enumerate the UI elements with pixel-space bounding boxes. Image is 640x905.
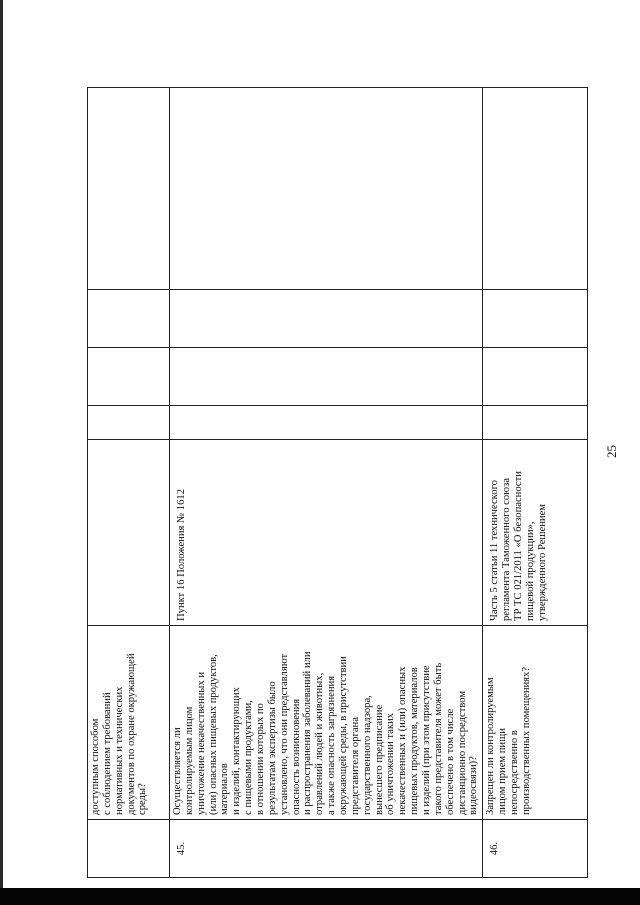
empty-cell [170,348,483,406]
empty-cell [88,406,170,440]
question-cell: Осуществляется ли контролируемым лицом уничтожение некачественных и (или) опасных пищевых продуктов, материалов и изделий, контактирующих с пищевыми продуктами, в отношении которых по результатам экспертизы было установлено, что они представляют опасность возникновения и распространения заболеваний или отравлений людей и животных, а также опасность загрязнения окружающей среды, в присутствии представителя органа государственного надзора, вынесшего предписание об уничтожении таких некачественных и (или) опасных пищевых продуктов, материалов и изделий (при этом присутствие такого представителя может быть обеспечено в том числе дистанционно посредством видеосвязи)? [170,626,483,820]
empty-cell [88,290,170,348]
table-row [483,88,588,878]
empty-cell [88,88,170,290]
empty-cell [170,406,483,440]
scan-edge-bottom [0,888,640,905]
row-number-cell [88,820,170,878]
question-cell: доступным способом с соблюдением требований нормативных и технических документов по охране окружающей среды? [88,626,170,820]
empty-cell [483,406,588,440]
empty-cell [170,290,483,348]
table-row [88,88,170,878]
table-row [170,88,483,878]
row-number-cell: 45. [170,820,483,878]
scan-edge-left [0,0,3,905]
reference-cell [88,440,170,626]
empty-cell [170,88,483,290]
empty-cell [483,88,588,290]
empty-cell [88,348,170,406]
empty-cell [483,290,588,348]
rotated-table-container [87,88,548,878]
question-cell: Запрещен ли контролируемым лицом прием пищи непосредственно в производственных помещениях? [483,626,588,820]
empty-cell [483,348,588,406]
reference-cell: Пункт 16 Положения № 1612 [170,440,483,626]
row-number-cell: 46. [483,820,588,878]
page-number: 25 [604,445,619,458]
checklist-table [87,87,588,878]
reference-cell: Часть 5 статьи 11 технического регламента Таможенного союза ТР ТС 021/2011 «О безопасности пищевой продукции», утвержденного Решением [483,440,588,626]
